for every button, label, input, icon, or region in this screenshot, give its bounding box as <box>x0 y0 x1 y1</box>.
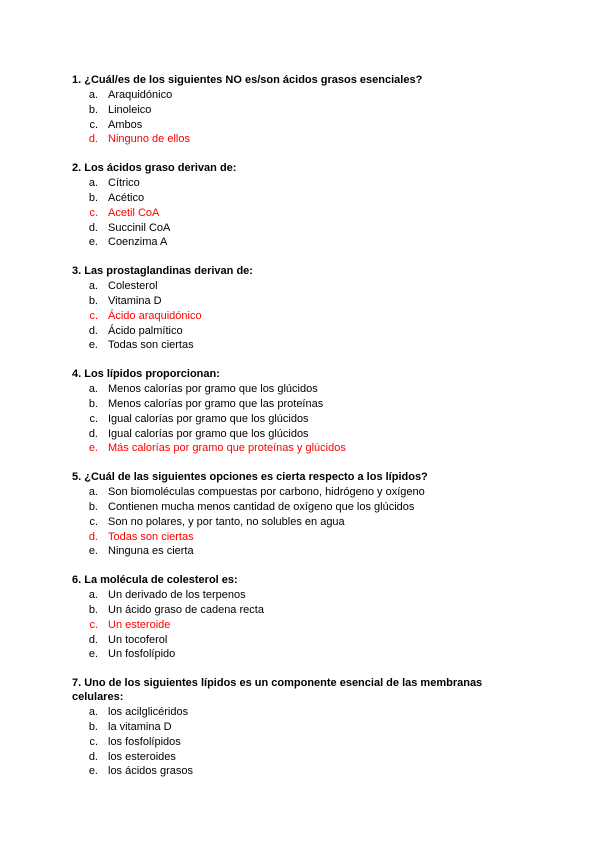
option <box>72 176 510 191</box>
option <box>72 397 510 412</box>
option <box>72 427 510 442</box>
option <box>72 294 510 309</box>
option-letter: e. <box>88 648 98 661</box>
correct-option <box>72 530 510 545</box>
option <box>72 735 510 750</box>
option-text: Cítrico <box>108 177 140 190</box>
option-letter: c. <box>89 309 98 322</box>
option-letter: d. <box>88 133 98 146</box>
option-letter: a. <box>88 486 98 499</box>
question-title: 7. Uno de los siguientes lípidos es un componente esencial de las membranas celulares: <box>72 677 483 704</box>
option-text: Contienen mucha menos cantidad de oxígeno que los glúcidos <box>108 500 415 513</box>
option-text: Son biomoléculas compuestas por carbono, hidrógeno y oxígeno <box>108 486 425 499</box>
question-4 <box>72 367 510 456</box>
option-letter: e. <box>88 765 98 778</box>
option-text: los fosfolípidos <box>108 735 181 748</box>
option-letter: c. <box>89 618 98 631</box>
option-text: Linoleico <box>108 103 152 116</box>
option <box>72 705 510 720</box>
option <box>72 412 510 427</box>
option-text: Todas son ciertas <box>108 530 194 543</box>
correct-option <box>72 309 510 324</box>
option-letter: d. <box>88 221 98 234</box>
option <box>72 118 510 133</box>
option-letter: a. <box>88 383 98 396</box>
option-text: Son no polares, y por tanto, no solubles en agua <box>108 515 345 528</box>
option-text: Ácido araquidónico <box>108 309 202 322</box>
option-letter: b. <box>88 191 98 204</box>
option-text: Menos calorías por gramo que las proteínas <box>108 397 324 410</box>
option <box>72 544 510 559</box>
option-text: Un esteroide <box>108 618 171 631</box>
option-letter: d. <box>88 427 98 440</box>
option <box>72 515 510 530</box>
option-letter: b. <box>88 294 98 307</box>
option <box>72 603 510 618</box>
question-3 <box>72 264 510 353</box>
option-letter: c. <box>89 735 98 748</box>
option-text: los esteroides <box>108 750 176 763</box>
option-letter: a. <box>88 280 98 293</box>
option-text: Ninguno de ellos <box>108 133 190 146</box>
option-text: Acetil CoA <box>108 206 160 219</box>
question-7 <box>72 676 510 779</box>
question-title: 3. Las prostaglandinas derivan de: <box>72 265 253 278</box>
option-list <box>72 705 510 779</box>
option-text: la vitamina D <box>108 720 172 733</box>
option-list <box>72 176 510 250</box>
option <box>72 235 510 250</box>
option-letter: e. <box>88 545 98 558</box>
option-letter: c. <box>89 118 98 131</box>
option-letter: d. <box>88 633 98 646</box>
option-letter: e. <box>88 442 98 455</box>
option-letter: c. <box>89 206 98 219</box>
option-text: Ambos <box>108 118 143 131</box>
option <box>72 191 510 206</box>
option-list <box>72 88 510 147</box>
option-text: Colesterol <box>108 280 158 293</box>
option-letter: a. <box>88 177 98 190</box>
option-letter: c. <box>89 412 98 425</box>
question-1 <box>72 73 510 147</box>
option-letter: b. <box>88 500 98 513</box>
option <box>72 633 510 648</box>
option <box>72 588 510 603</box>
option <box>72 221 510 236</box>
question-title: 5. ¿Cuál de las siguientes opciones es cierta respecto a los lípidos? <box>72 471 428 484</box>
correct-option <box>72 132 510 147</box>
option-text: Igual calorías por gramo que los glúcidos <box>108 412 309 425</box>
option-text: Succinil CoA <box>108 221 171 234</box>
question-5 <box>72 470 510 559</box>
option <box>72 750 510 765</box>
option-text: Ninguna es cierta <box>108 545 194 558</box>
option <box>72 500 510 515</box>
option-text: Menos calorías por gramo que los glúcidos <box>108 383 318 396</box>
quiz-list <box>72 73 510 779</box>
option-letter: c. <box>89 515 98 528</box>
option-text: Todas son ciertas <box>108 339 194 352</box>
correct-option <box>72 441 510 456</box>
correct-option <box>72 618 510 633</box>
option-text: Vitamina D <box>108 294 162 307</box>
correct-option <box>72 206 510 221</box>
question-2 <box>72 161 510 250</box>
option <box>72 324 510 339</box>
option <box>72 88 510 103</box>
option <box>72 720 510 735</box>
option <box>72 103 510 118</box>
option <box>72 279 510 294</box>
option-letter: b. <box>88 397 98 410</box>
option-letter: d. <box>88 324 98 337</box>
option-text: Coenzima A <box>108 236 168 249</box>
option <box>72 485 510 500</box>
option-text: los ácidos grasos <box>108 765 193 778</box>
question-title: 4. Los lípidos proporcionan: <box>72 368 220 381</box>
option-text: los acilglicéridos <box>108 706 189 719</box>
question-title: 2. Los ácidos graso derivan de: <box>72 162 237 175</box>
option-list <box>72 279 510 353</box>
option-letter: a. <box>88 589 98 602</box>
option-text: Igual calorías por gramo que los glúcidos <box>108 427 309 440</box>
option-text: Araquidónico <box>108 89 173 101</box>
option-list <box>72 382 510 456</box>
option-letter: e. <box>88 236 98 249</box>
option-text: Un ácido graso de cadena recta <box>108 603 264 616</box>
option-letter: d. <box>88 530 98 543</box>
option-letter: a. <box>88 89 98 101</box>
option-text: Un tocoferol <box>108 633 168 646</box>
option-text: Ácido palmítico <box>108 324 183 337</box>
option-letter: a. <box>88 706 98 719</box>
option-list <box>72 588 510 662</box>
option <box>72 338 510 353</box>
option-letter: d. <box>88 750 98 763</box>
option-list <box>72 485 510 559</box>
option <box>72 382 510 397</box>
option-letter: b. <box>88 720 98 733</box>
question-title: 6. La molécula de colesterol es: <box>72 574 238 587</box>
option-letter: b. <box>88 603 98 616</box>
option-text: Un fosfolípido <box>108 648 176 661</box>
option-letter: b. <box>88 103 98 116</box>
question-title: 1. ¿Cuál/es de los siguientes NO es/son ácidos grasos esenciales? <box>72 74 423 86</box>
option-text: Más calorías por gramo que proteínas y glúcidos <box>108 442 346 455</box>
option <box>72 764 510 779</box>
option <box>72 647 510 662</box>
option-text: Acético <box>108 191 145 204</box>
question-6 <box>72 573 510 662</box>
option-letter: e. <box>88 339 98 352</box>
option-text: Un derivado de los terpenos <box>108 589 246 602</box>
